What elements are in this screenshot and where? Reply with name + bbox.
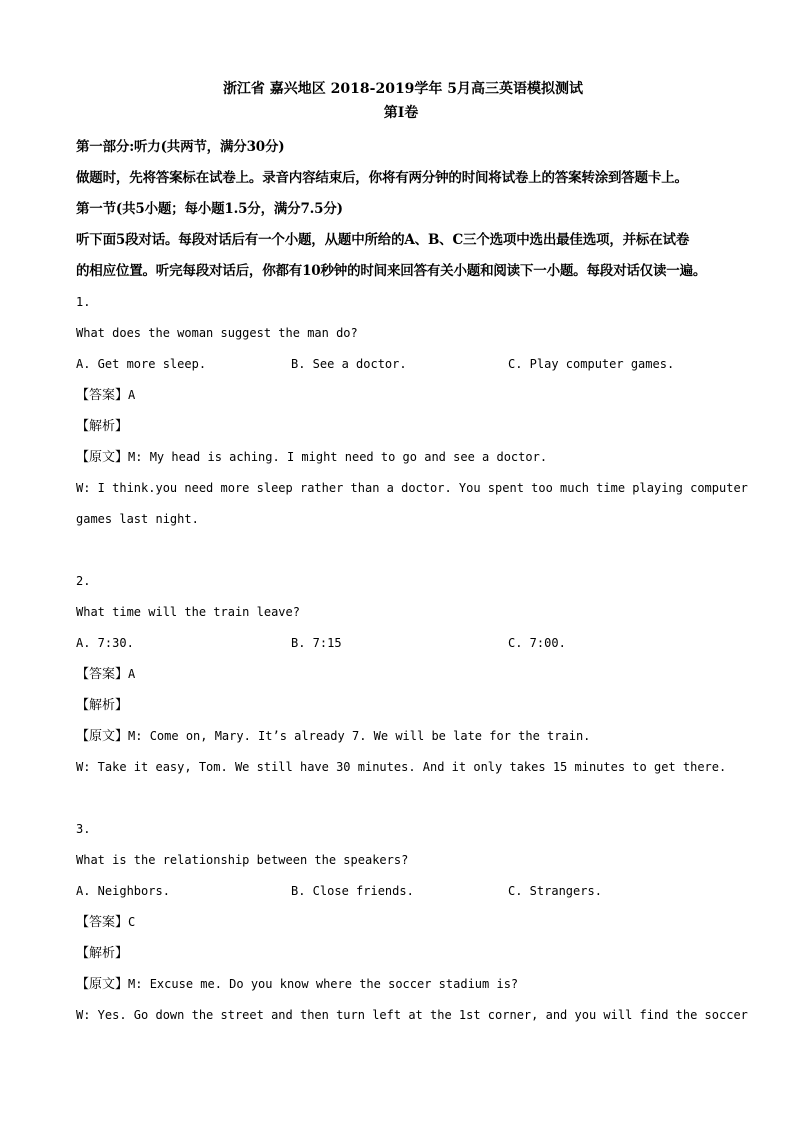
part1-heading: 第一部分:听力(共两节，满分30分) — [76, 139, 285, 155]
option-b: B. 7:15 — [291, 636, 342, 650]
question-number: 1. — [76, 295, 91, 309]
section1-note-line2: 的相应位置。听完每段对话后，你都有10秒钟的时间来回答有关小题和阅读下一小题。每段对话仅读一遍。 — [76, 263, 707, 279]
option-a: A. Neighbors. — [76, 884, 170, 898]
transcript-text: games last night. — [76, 512, 199, 526]
document-page — [76, 78, 748, 1031]
answer-value: A — [128, 667, 136, 681]
question-1 — [76, 287, 748, 535]
transcript-line — [76, 721, 726, 752]
transcript-text: W: Yes. Go down the street and then turn left at the 1st corner, and you will find the soccer — [76, 1008, 748, 1022]
option-a: A. 7:30. — [76, 636, 134, 650]
section1-heading: 第一节(共5小题；每小题1.5分，满分7.5分) — [76, 201, 343, 217]
analysis-label: 【解析】 — [76, 698, 129, 713]
answer-line — [76, 907, 726, 938]
transcript-line — [76, 442, 726, 473]
option-c: C. Strangers. — [508, 884, 602, 898]
question-stem: What does the woman suggest the man do? — [76, 326, 358, 340]
section1-note-line1: 听下面5段对话。每段对话后有一个小题，从题中所给的A、B、C三个选项中选出最佳选项，并标在试卷 — [76, 232, 690, 248]
answer-line — [76, 380, 726, 411]
transcript-label: 【原文】 — [76, 977, 129, 992]
question-options — [76, 628, 726, 659]
transcript-text: M: Excuse me. Do you know where the soccer stadium is? — [128, 977, 519, 991]
question-number: 2. — [76, 574, 91, 588]
option-a: A. Get more sleep. — [76, 357, 207, 371]
answer-line — [76, 659, 726, 690]
answer-label: 【答案】 — [76, 915, 129, 930]
transcript-text: W: I think.you need more sleep rather than a doctor. You spent too much time playing computer — [76, 481, 748, 495]
question-options — [76, 349, 726, 380]
transcript-line — [76, 969, 726, 1000]
question-options — [76, 876, 726, 907]
transcript-label: 【原文】 — [76, 729, 129, 744]
answer-value: A — [128, 388, 136, 402]
option-b: B. Close friends. — [291, 884, 414, 898]
question-3 — [76, 814, 748, 1031]
page-subtitle: 第Ⅰ卷 — [383, 105, 419, 121]
option-c: C. Play computer games. — [508, 357, 675, 371]
transcript-label: 【原文】 — [76, 450, 129, 465]
option-c: C. 7:00. — [508, 636, 566, 650]
analysis-label: 【解析】 — [76, 419, 129, 434]
question-stem: What is the relationship between the speakers? — [76, 853, 409, 867]
answer-label: 【答案】 — [76, 667, 129, 682]
question-2 — [76, 566, 726, 783]
answer-label: 【答案】 — [76, 388, 129, 403]
question-stem: What time will the train leave? — [76, 605, 300, 619]
transcript-text: M: Come on, Mary. It’s already 7. We will be late for the train. — [128, 729, 591, 743]
question-number: 3. — [76, 822, 91, 836]
transcript-text: M: My head is aching. I might need to go and see a doctor. — [128, 450, 548, 464]
transcript-text: W: Take it easy, Tom. We still have 30 minutes. And it only takes 15 minutes to get there. — [76, 760, 727, 774]
analysis-label: 【解析】 — [76, 946, 129, 961]
part1-note: 做题时，先将答案标在试卷上。录音内容结束后，你将有两分钟的时间将试卷上的答案转涂到答题卡上。 — [76, 170, 688, 186]
answer-value: C — [128, 915, 136, 929]
option-b: B. See a doctor. — [291, 357, 407, 371]
page-title: 浙江省 嘉兴地区 2018-2019学年 5月高三英语模拟测试 — [222, 81, 584, 97]
